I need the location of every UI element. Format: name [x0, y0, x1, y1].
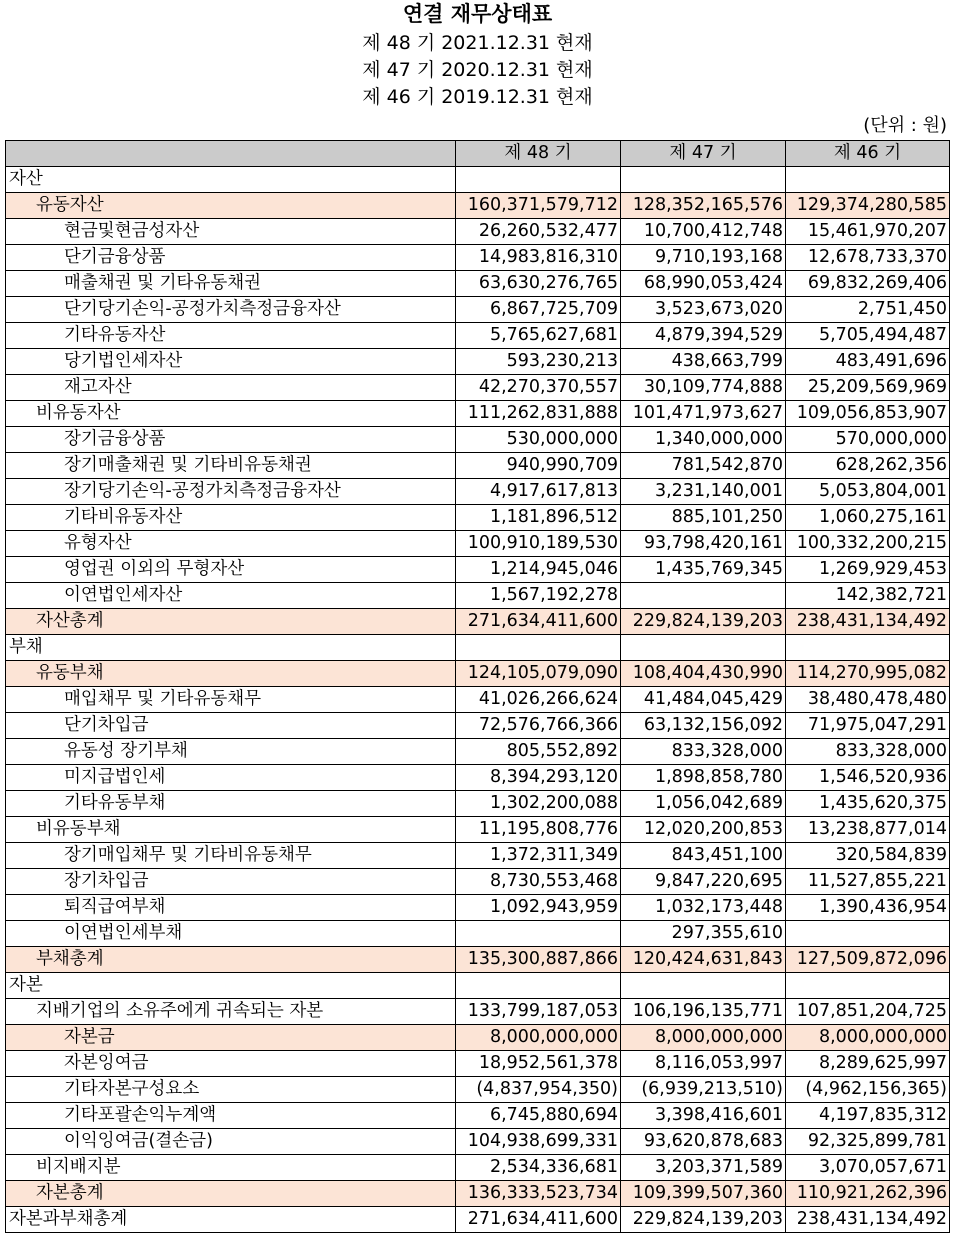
value-48: 805,552,892 [456, 739, 621, 765]
value-47: 63,132,156,092 [621, 713, 786, 739]
value-46: 3,070,057,671 [786, 1155, 950, 1181]
value-46: 129,374,280,585 [786, 193, 950, 219]
table-row [6, 999, 950, 1025]
row-label: 자본총계 [6, 1181, 456, 1207]
value-47: 10,700,412,748 [621, 219, 786, 245]
table-row [6, 1129, 950, 1155]
value-48: 8,730,553,468 [456, 869, 621, 895]
row-label: 지배기업의 소유주에게 귀속되는 자본 [6, 999, 456, 1025]
table-row [6, 1181, 950, 1207]
value-46: 1,546,520,936 [786, 765, 950, 791]
value-48: 14,983,816,310 [456, 245, 621, 271]
table-row [6, 375, 950, 401]
table-row [6, 817, 950, 843]
value-46: 570,000,000 [786, 427, 950, 453]
table-row [6, 557, 950, 583]
row-label: 단기당기손익-공정가치측정금융자산 [6, 297, 456, 323]
value-48: 4,917,617,813 [456, 479, 621, 505]
value-46: 2,751,450 [786, 297, 950, 323]
value-47: 4,879,394,529 [621, 323, 786, 349]
row-label: 자본잉여금 [6, 1051, 456, 1077]
row-label: 유동자산 [6, 193, 456, 219]
table-row [6, 1103, 950, 1129]
value-47: (6,939,213,510) [621, 1077, 786, 1103]
table-row [6, 1051, 950, 1077]
row-label: 기타자본구성요소 [6, 1077, 456, 1103]
row-label: 미지급법인세 [6, 765, 456, 791]
value-47: 93,620,878,683 [621, 1129, 786, 1155]
value-47: 885,101,250 [621, 505, 786, 531]
value-47: 120,424,631,843 [621, 947, 786, 973]
value-47: 41,484,045,429 [621, 687, 786, 713]
value-46: 71,975,047,291 [786, 713, 950, 739]
row-label: 이연법인세자산 [6, 583, 456, 609]
table-row [6, 479, 950, 505]
row-label: 이연법인세부채 [6, 921, 456, 947]
table-row [6, 739, 950, 765]
value-48: 18,952,561,378 [456, 1051, 621, 1077]
row-label: 유동부채 [6, 661, 456, 687]
header-cell-period-48: 제 48 기 [456, 141, 621, 167]
value-47: 9,710,193,168 [621, 245, 786, 271]
value-48: 6,867,725,709 [456, 297, 621, 323]
value-47: 1,898,858,780 [621, 765, 786, 791]
table-row [6, 791, 950, 817]
period-line-46: 제 46 기 2019.12.31 현재 [362, 86, 593, 108]
value-48: (4,837,954,350) [456, 1077, 621, 1103]
value-47: 1,340,000,000 [621, 427, 786, 453]
value-46: 142,382,721 [786, 583, 950, 609]
table-row [6, 869, 950, 895]
value-48 [456, 167, 621, 193]
value-46: 8,000,000,000 [786, 1025, 950, 1051]
table-row [6, 401, 950, 427]
table-row [6, 895, 950, 921]
table-row [6, 219, 950, 245]
value-48 [456, 921, 621, 947]
table-row [6, 635, 950, 661]
value-47: 3,398,416,601 [621, 1103, 786, 1129]
value-47: 128,352,165,576 [621, 193, 786, 219]
value-48: 1,181,896,512 [456, 505, 621, 531]
value-48: 1,567,192,278 [456, 583, 621, 609]
row-label: 자본금 [6, 1025, 456, 1051]
value-48: 42,270,370,557 [456, 375, 621, 401]
value-46: 1,269,929,453 [786, 557, 950, 583]
value-47: 1,435,769,345 [621, 557, 786, 583]
table-row [6, 167, 950, 193]
value-46: 238,431,134,492 [786, 1207, 950, 1233]
value-47: 781,542,870 [621, 453, 786, 479]
value-48: 41,026,266,624 [456, 687, 621, 713]
value-47: 3,523,673,020 [621, 297, 786, 323]
value-47: 106,196,135,771 [621, 999, 786, 1025]
value-46: 11,527,855,221 [786, 869, 950, 895]
value-48: 160,371,579,712 [456, 193, 621, 219]
value-46: 8,289,625,997 [786, 1051, 950, 1077]
value-46: 238,431,134,492 [786, 609, 950, 635]
value-47: 108,404,430,990 [621, 661, 786, 687]
table-row [6, 1155, 950, 1181]
value-46: 833,328,000 [786, 739, 950, 765]
value-46: 5,705,494,487 [786, 323, 950, 349]
value-47: 297,355,610 [621, 921, 786, 947]
table-row [6, 271, 950, 297]
value-48: 8,000,000,000 [456, 1025, 621, 1051]
row-label: 이익잉여금(결손금) [6, 1129, 456, 1155]
value-47: 8,000,000,000 [621, 1025, 786, 1051]
value-48: 8,394,293,120 [456, 765, 621, 791]
row-label: 자본과부채총계 [6, 1207, 456, 1233]
value-47 [621, 167, 786, 193]
table-row [6, 245, 950, 271]
value-47: 1,032,173,448 [621, 895, 786, 921]
row-label: 기타비유동자산 [6, 505, 456, 531]
value-46: 25,209,569,969 [786, 375, 950, 401]
value-47: 12,020,200,853 [621, 817, 786, 843]
value-48: 271,634,411,600 [456, 609, 621, 635]
value-46 [786, 973, 950, 999]
value-46 [786, 921, 950, 947]
table-row [6, 687, 950, 713]
value-47: 30,109,774,888 [621, 375, 786, 401]
header-cell-period-46: 제 46 기 [786, 141, 950, 167]
value-48: 133,799,187,053 [456, 999, 621, 1025]
row-label: 단기차입금 [6, 713, 456, 739]
value-47: 9,847,220,695 [621, 869, 786, 895]
table-row [6, 583, 950, 609]
row-label: 영업권 이외의 무형자산 [6, 557, 456, 583]
row-label: 부채 [6, 635, 456, 661]
value-46: 109,056,853,907 [786, 401, 950, 427]
period-line-47: 제 47 기 2020.12.31 현재 [362, 59, 593, 81]
value-47 [621, 583, 786, 609]
value-48 [456, 635, 621, 661]
balance-sheet-table [5, 140, 950, 1233]
row-label: 비지배지분 [6, 1155, 456, 1181]
row-label: 장기매출채권 및 기타비유동채권 [6, 453, 456, 479]
value-46: 92,325,899,781 [786, 1129, 950, 1155]
table-body [6, 167, 950, 1233]
table-row [6, 1025, 950, 1051]
row-label: 기타유동부채 [6, 791, 456, 817]
value-48: 940,990,709 [456, 453, 621, 479]
value-48: 100,910,189,530 [456, 531, 621, 557]
value-47: 93,798,420,161 [621, 531, 786, 557]
row-label: 기타유동자산 [6, 323, 456, 349]
row-label: 기타포괄손익누계액 [6, 1103, 456, 1129]
value-47 [621, 635, 786, 661]
value-46: 628,262,356 [786, 453, 950, 479]
value-48: 530,000,000 [456, 427, 621, 453]
value-46: 100,332,200,215 [786, 531, 950, 557]
table-row [6, 609, 950, 635]
value-46: 13,238,877,014 [786, 817, 950, 843]
table-row [6, 921, 950, 947]
table-row [6, 661, 950, 687]
value-46: 1,435,620,375 [786, 791, 950, 817]
value-47: 438,663,799 [621, 349, 786, 375]
row-label: 당기법인세자산 [6, 349, 456, 375]
table-row [6, 713, 950, 739]
value-48: 26,260,532,477 [456, 219, 621, 245]
value-48: 11,195,808,776 [456, 817, 621, 843]
row-label: 자산총계 [6, 609, 456, 635]
value-48: 124,105,079,090 [456, 661, 621, 687]
page-title: 연결 재무상태표 [402, 2, 553, 26]
value-47: 8,116,053,997 [621, 1051, 786, 1077]
value-46: (4,962,156,365) [786, 1077, 950, 1103]
period-line-48: 제 48 기 2021.12.31 현재 [362, 32, 593, 54]
value-48: 104,938,699,331 [456, 1129, 621, 1155]
table-header-row [6, 141, 950, 167]
value-47: 229,824,139,203 [621, 609, 786, 635]
table-row [6, 973, 950, 999]
value-46: 110,921,262,396 [786, 1181, 950, 1207]
value-48: 2,534,336,681 [456, 1155, 621, 1181]
table-row [6, 1077, 950, 1103]
row-label: 장기당기손익-공정가치측정금융자산 [6, 479, 456, 505]
value-46: 15,461,970,207 [786, 219, 950, 245]
header-cell-item [6, 141, 456, 167]
value-47: 1,056,042,689 [621, 791, 786, 817]
table-row [6, 297, 950, 323]
unit-label: (단위 : 원) [863, 115, 947, 136]
value-48: 1,372,311,349 [456, 843, 621, 869]
value-48: 6,745,880,694 [456, 1103, 621, 1129]
table-row [6, 193, 950, 219]
value-47: 3,231,140,001 [621, 479, 786, 505]
row-label: 매입채무 및 기타유동채무 [6, 687, 456, 713]
value-47: 843,451,100 [621, 843, 786, 869]
row-label: 비유동자산 [6, 401, 456, 427]
table-row [6, 843, 950, 869]
value-46: 12,678,733,370 [786, 245, 950, 271]
header-cell-period-47: 제 47 기 [621, 141, 786, 167]
value-47 [621, 973, 786, 999]
row-label: 부채총계 [6, 947, 456, 973]
value-48: 135,300,887,866 [456, 947, 621, 973]
value-46: 5,053,804,001 [786, 479, 950, 505]
row-label: 매출채권 및 기타유동채권 [6, 271, 456, 297]
table-row [6, 1207, 950, 1233]
table-row [6, 505, 950, 531]
table-row [6, 765, 950, 791]
row-label: 재고자산 [6, 375, 456, 401]
value-48: 1,092,943,959 [456, 895, 621, 921]
value-47: 109,399,507,360 [621, 1181, 786, 1207]
value-48: 72,576,766,366 [456, 713, 621, 739]
table-row [6, 349, 950, 375]
value-48: 63,630,276,765 [456, 271, 621, 297]
value-48: 5,765,627,681 [456, 323, 621, 349]
table-row [6, 947, 950, 973]
row-label: 퇴직급여부채 [6, 895, 456, 921]
table-row [6, 531, 950, 557]
value-48: 111,262,831,888 [456, 401, 621, 427]
value-48: 593,230,213 [456, 349, 621, 375]
value-46: 127,509,872,096 [786, 947, 950, 973]
row-label: 장기차입금 [6, 869, 456, 895]
value-47: 3,203,371,589 [621, 1155, 786, 1181]
row-label: 장기금융상품 [6, 427, 456, 453]
value-46: 1,390,436,954 [786, 895, 950, 921]
value-48: 1,214,945,046 [456, 557, 621, 583]
value-48: 271,634,411,600 [456, 1207, 621, 1233]
value-46: 69,832,269,406 [786, 271, 950, 297]
row-label: 유형자산 [6, 531, 456, 557]
row-label: 자본 [6, 973, 456, 999]
value-48 [456, 973, 621, 999]
value-46: 114,270,995,082 [786, 661, 950, 687]
row-label: 장기매입채무 및 기타비유동채무 [6, 843, 456, 869]
value-46: 4,197,835,312 [786, 1103, 950, 1129]
row-label: 비유동부채 [6, 817, 456, 843]
value-46: 107,851,204,725 [786, 999, 950, 1025]
row-label: 유동성 장기부채 [6, 739, 456, 765]
value-46: 483,491,696 [786, 349, 950, 375]
value-47: 229,824,139,203 [621, 1207, 786, 1233]
row-label: 현금및현금성자산 [6, 219, 456, 245]
value-47: 68,990,053,424 [621, 271, 786, 297]
row-label: 자산 [6, 167, 456, 193]
value-46: 1,060,275,161 [786, 505, 950, 531]
value-46: 320,584,839 [786, 843, 950, 869]
value-48: 136,333,523,734 [456, 1181, 621, 1207]
value-46: 38,480,478,480 [786, 687, 950, 713]
value-46 [786, 635, 950, 661]
value-46 [786, 167, 950, 193]
value-48: 1,302,200,088 [456, 791, 621, 817]
value-47: 101,471,973,627 [621, 401, 786, 427]
table-row [6, 453, 950, 479]
row-label: 단기금융상품 [6, 245, 456, 271]
table-row [6, 427, 950, 453]
value-47: 833,328,000 [621, 739, 786, 765]
table-row [6, 323, 950, 349]
